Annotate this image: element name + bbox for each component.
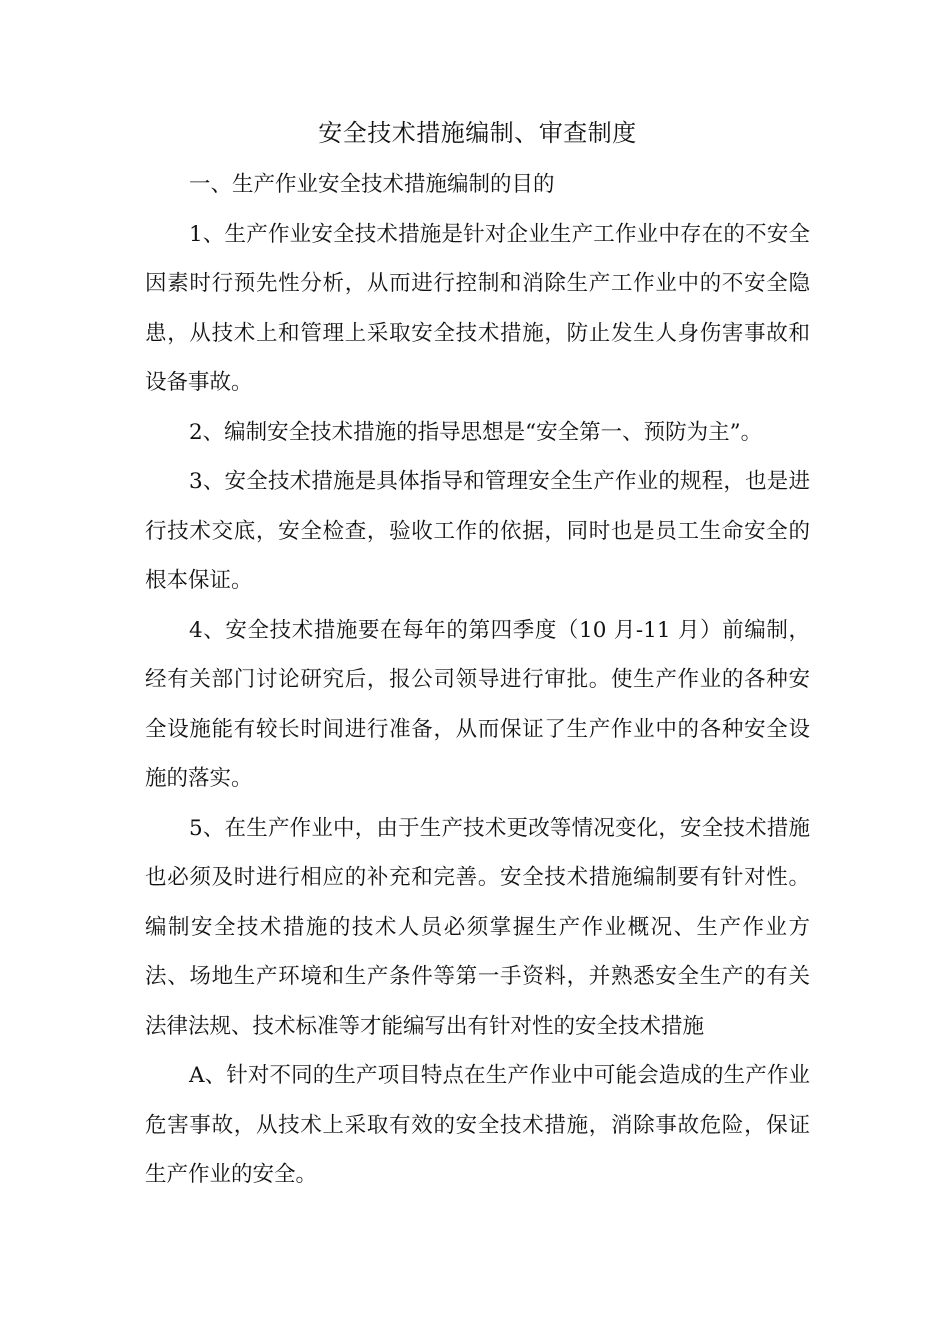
document-body <box>145 112 810 1200</box>
paragraph-3: 3、安全技术措施是具体指导和管理安全生产作业的规程，也是进行技术交底，安全检查，验收工作的依据，同时也是员工生命安全的根本保证。 <box>145 469 810 593</box>
document-title: 安全技术措施编制、审查制度 <box>318 119 637 147</box>
paragraph-2: 2、编制安全技术措施的指导思想是“安全第一、预防为主”。 <box>189 419 763 445</box>
section-heading: 一、生产作业安全技术措施编制的目的 <box>189 172 555 197</box>
paragraph-a: A、针对不同的生产项目特点在生产作业中可能会造成的生产作业危害事故，从技术上采取有效的安全技术措施，消除事故危险，保证生产作业的安全。 <box>145 1063 810 1187</box>
paragraph-1: 1、生产作业安全技术措施是针对企业生产工作业中存在的不安全因素时行预先性分析，从而进行控制和消除生产工作业中的不安全隐患，从技术上和管理上采取安全技术措施，防止发生人身伤害事故和设备事故。 <box>145 221 810 395</box>
paragraph-4: 4、安全技术措施要在每年的第四季度（10 月-11 月）前编制，经有关部门讨论研究后，报公司领导进行审批。使生产作业的各种安全设施能有较长时间进行准备，从而保证了生产作业中的各种安全设施的落实。 <box>145 617 810 791</box>
paragraph-5: 5、在生产作业中，由于生产技术更改等情况变化，安全技术措施也必须及时进行相应的补充和完善。安全技术措施编制要有针对性。编制安全技术措施的技术人员必须掌握生产作业概况、生产作业方法、场地生产环境和生产条件等第一手资料，并熟悉安全生产的有关法律法规、技术标准等才能编写出有针对性的安全技术措施 <box>145 815 810 1039</box>
